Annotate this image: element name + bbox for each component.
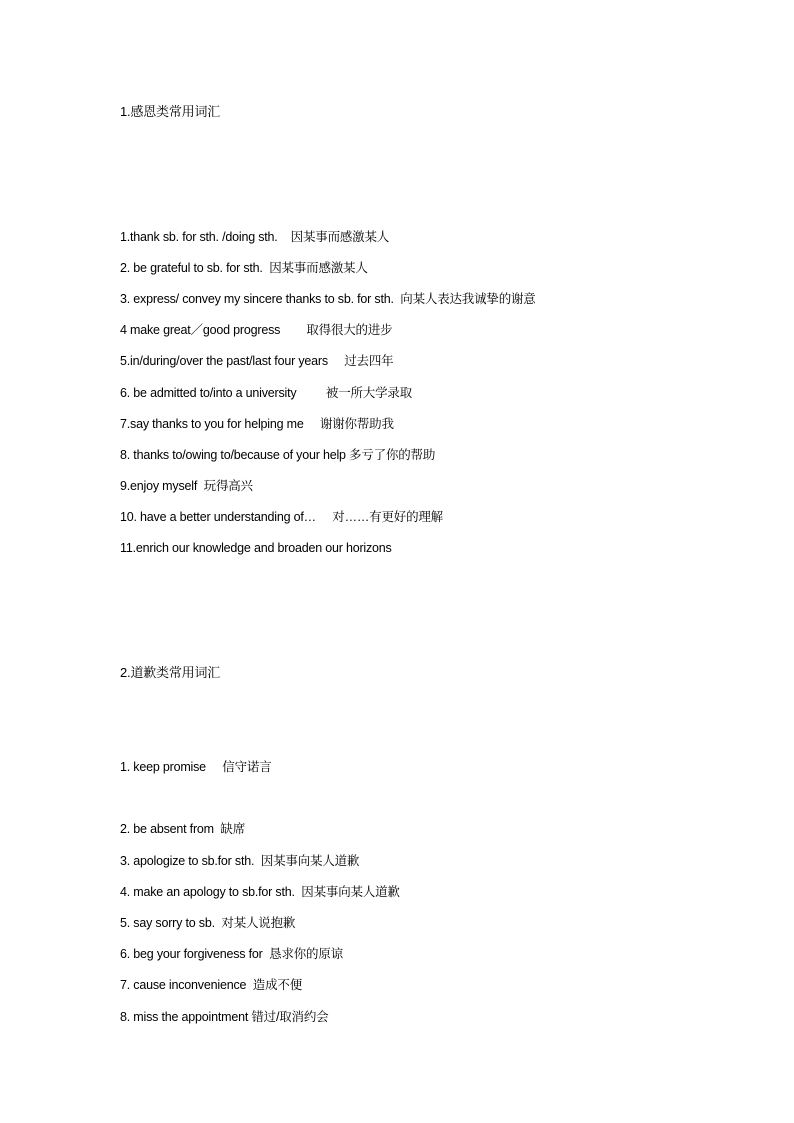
list-item: 8. miss the appointment 错过/取消约会 <box>120 1010 329 1024</box>
list-item: 7.say thanks to you for helping me 谢谢你帮助我 <box>120 417 394 431</box>
list-item: 2. be grateful to sb. for sth. 因某事而感激某人 <box>120 261 368 275</box>
list-item: 6. beg your forgiveness for 恳求你的原谅 <box>120 947 343 961</box>
list-item: 10. have a better understanding of… 对……有更好的理解 <box>120 510 443 524</box>
list-item: 2. be absent from 缺席 <box>120 822 246 836</box>
list-item: 8. thanks to/owing to/because of your help 多亏了你的帮助 <box>120 448 436 462</box>
list-item: 6. be admitted to/into a university 被一所大学录取 <box>120 386 412 400</box>
list-item: 7. cause inconvenience 造成不便 <box>120 978 302 992</box>
list-item: 3. apologize to sb.for sth. 因某事向某人道歉 <box>120 854 360 868</box>
list-item: 5.in/during/over the past/last four years 过去四年 <box>120 354 394 368</box>
list-item: 1. keep promise 信守诺言 <box>120 760 272 774</box>
section-title-apology: 2.道歉类常用词汇 <box>120 665 221 680</box>
list-item: 9.enjoy myself 玩得高兴 <box>120 479 253 493</box>
list-item: 11.enrich our knowledge and broaden our horizons <box>120 541 392 555</box>
section-title-gratitude: 1.感恩类常用词汇 <box>120 104 221 119</box>
list-item: 1.thank sb. for sth. /doing sth. 因某事而感激某人 <box>120 230 390 244</box>
list-item: 4. make an apology to sb.for sth. 因某事向某人道歉 <box>120 885 400 899</box>
list-item: 5. say sorry to sb. 对某人说抱歉 <box>120 916 296 930</box>
list-item: 3. express/ convey my sincere thanks to sb. for sth. 向某人表达我诚挚的谢意 <box>120 292 536 306</box>
list-item: 4 make great／good progress 取得很大的进步 <box>120 323 393 337</box>
